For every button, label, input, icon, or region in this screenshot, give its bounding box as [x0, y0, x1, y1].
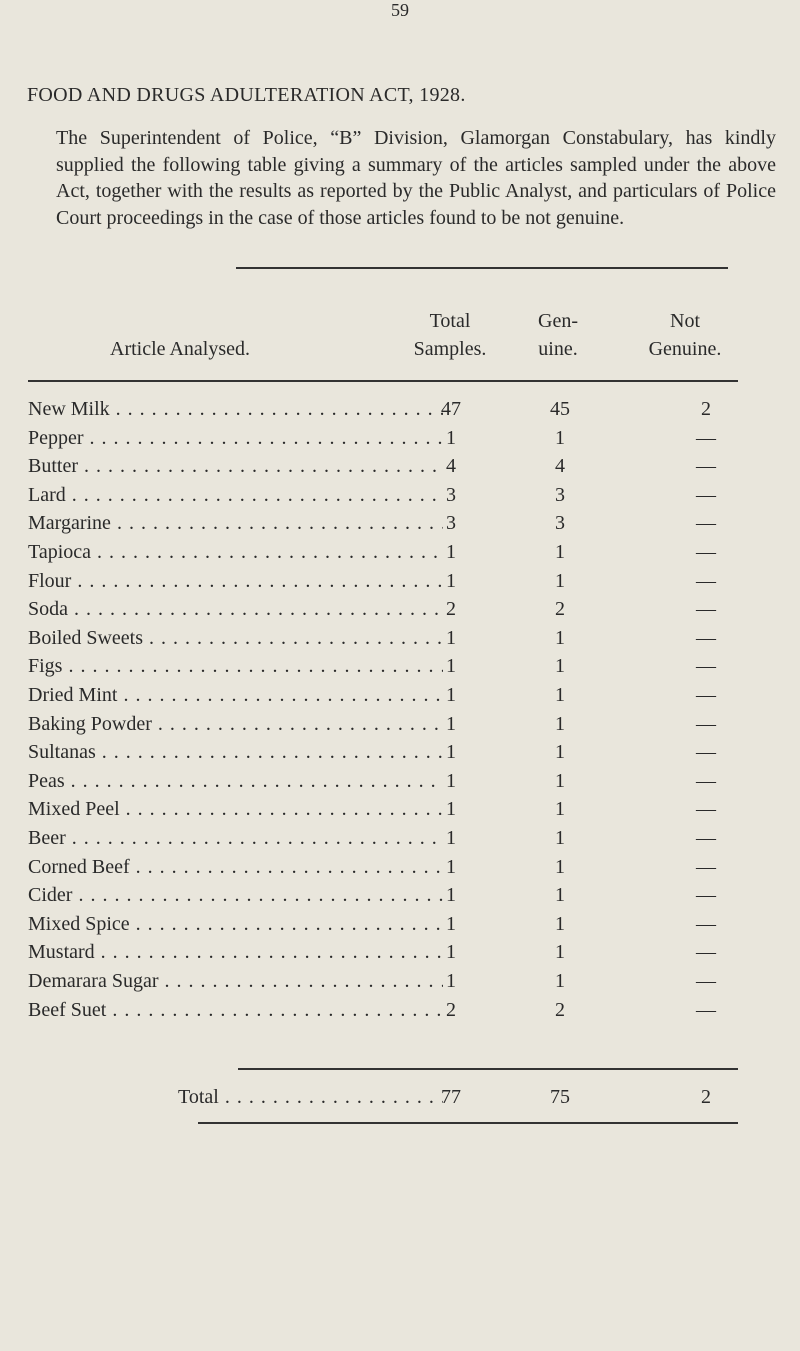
table-row — [28, 884, 768, 912]
not-genuine-count: — — [696, 912, 716, 935]
article-name: Butter . . . — [28, 455, 443, 478]
genuine-count: 1 — [555, 655, 565, 678]
article-name: Boiled Sweets . . . — [28, 627, 443, 650]
table-row — [28, 398, 768, 426]
article-name: Lard . . . — [28, 484, 443, 507]
table-row — [28, 856, 768, 884]
genuine-count: 1 — [555, 426, 565, 449]
total-samples: 3 — [446, 512, 456, 535]
total-samples: 1 — [446, 884, 456, 907]
total-samples: 1 — [446, 769, 456, 792]
table-row — [28, 427, 768, 455]
article-name: Baking Powder . . . — [28, 713, 443, 736]
table-row — [28, 627, 768, 655]
not-genuine-count: 2 — [701, 398, 711, 420]
table-row — [28, 684, 768, 712]
table-row — [28, 713, 768, 741]
total-top-rule — [238, 1068, 738, 1070]
genuine-count: 4 — [555, 455, 565, 478]
genuine-count: 1 — [555, 970, 565, 992]
total-samples: 4 — [446, 455, 456, 478]
not-genuine-count: — — [696, 569, 716, 592]
not-genuine-count: — — [696, 941, 716, 964]
article-name: Demarara Sugar . . . — [28, 970, 443, 993]
article-name: Dried Mint . . . — [28, 684, 443, 707]
not-genuine-count: — — [696, 483, 716, 506]
table-top-rule — [236, 267, 728, 269]
document-title: FOOD AND DRUGS ADULTERATION ACT, 1928. — [27, 84, 466, 106]
genuine-count: 1 — [555, 912, 565, 935]
total-samples: 1 — [446, 798, 456, 821]
not-genuine-count: — — [696, 798, 716, 821]
total-samples: 1 — [446, 684, 456, 706]
total-samples: 1 — [446, 912, 456, 935]
not-genuine-count: — — [696, 998, 716, 1021]
total-samples: 1 — [446, 941, 456, 964]
genuine-count: 1 — [555, 741, 565, 764]
table-row — [28, 570, 768, 598]
article-name: Corned Beef . . . — [28, 856, 443, 879]
not-genuine-count: — — [696, 855, 716, 878]
table-row — [28, 970, 768, 998]
table-row — [28, 598, 768, 626]
total-samples: 1 — [446, 741, 456, 764]
total-genuine: 75 — [550, 1086, 570, 1108]
table-row — [28, 484, 768, 512]
not-genuine-count: — — [696, 655, 716, 678]
not-genuine-count: — — [696, 512, 716, 535]
not-genuine-count: — — [696, 769, 716, 792]
total-samples: 3 — [446, 483, 456, 506]
header-not-genuine-1: Not — [670, 310, 700, 332]
total-samples: 1 — [446, 626, 456, 649]
genuine-count: 1 — [555, 684, 565, 706]
article-name: Peas . . . — [28, 770, 443, 793]
total-samples: 47 — [441, 398, 461, 420]
header-total-2: Samples. — [413, 338, 487, 360]
total-samples: 77 — [441, 1086, 461, 1108]
table-row — [28, 798, 768, 826]
total-row — [28, 1086, 768, 1114]
article-name: Beer . . . — [28, 827, 443, 850]
article-name: Mixed Spice . . . — [28, 913, 443, 936]
article-name: New Milk . . . — [28, 398, 443, 421]
article-name: Soda . . . — [28, 598, 443, 621]
genuine-count: 3 — [555, 512, 565, 535]
genuine-count: 3 — [555, 483, 565, 506]
article-name: Figs . . . — [28, 655, 443, 678]
page-number: 59 — [391, 0, 409, 20]
article-name: Margarine . . . — [28, 512, 443, 535]
genuine-count: 1 — [555, 626, 565, 649]
total-samples: 1 — [446, 655, 456, 678]
table-row — [28, 913, 768, 941]
table-row — [28, 827, 768, 855]
genuine-count: 45 — [550, 398, 570, 420]
table-row — [28, 770, 768, 798]
table-row — [28, 512, 768, 540]
total-label: Total . . . — [178, 1086, 443, 1109]
total-samples: 1 — [446, 855, 456, 878]
table-row — [28, 941, 768, 969]
article-name: Pepper . . . — [28, 427, 443, 450]
header-bottom-rule — [28, 380, 738, 382]
header-genuine-2: uine. — [538, 338, 578, 360]
not-genuine-count: — — [696, 541, 716, 563]
article-name: Flour . . . — [28, 570, 443, 593]
total-samples: 2 — [446, 598, 456, 621]
intro-paragraph — [56, 125, 776, 231]
not-genuine-count: — — [696, 970, 716, 992]
article-name: Tapioca . . . — [28, 541, 443, 564]
not-genuine-count: — — [696, 626, 716, 649]
intro-text: The Superintendent of Police, “B” Division, Glamorgan Constabulary, has kindly supplied the following table giving a summary of the articles sampled under the above Act, together with the results as reported by the Public Analyst, and particulars of Police Court proceedings in the case of those articles found to be not genuine. — [56, 127, 776, 229]
not-genuine-count: — — [696, 827, 716, 849]
article-name: Cider . . . — [28, 884, 443, 907]
total-samples: 1 — [446, 426, 456, 449]
total-samples: 1 — [446, 970, 456, 992]
table-row — [28, 541, 768, 569]
article-name: Mixed Peel . . . — [28, 798, 443, 821]
genuine-count: 2 — [555, 998, 565, 1021]
genuine-count: 1 — [555, 541, 565, 563]
article-name: Beef Suet . . . — [28, 999, 443, 1022]
total-samples: 1 — [446, 827, 456, 849]
header-genuine-1: Gen- — [538, 310, 578, 332]
article-name: Sultanas . . . — [28, 741, 443, 764]
genuine-count: 1 — [555, 712, 565, 735]
genuine-count: 1 — [555, 884, 565, 907]
not-genuine-count: — — [696, 884, 716, 907]
not-genuine-count: — — [696, 455, 716, 478]
not-genuine-count: — — [696, 741, 716, 764]
header-article: Article Analysed. — [110, 338, 250, 360]
table-row — [28, 455, 768, 483]
total-samples: 1 — [446, 569, 456, 592]
table-bottom-rule — [198, 1122, 738, 1124]
genuine-count: 1 — [555, 798, 565, 821]
article-name: Mustard . . . — [28, 941, 443, 964]
genuine-count: 2 — [555, 598, 565, 621]
total-samples: 1 — [446, 541, 456, 563]
total-samples: 2 — [446, 998, 456, 1021]
total-not-genuine: 2 — [701, 1086, 711, 1108]
table-row — [28, 655, 768, 683]
table-row — [28, 999, 768, 1027]
genuine-count: 1 — [555, 855, 565, 878]
genuine-count: 1 — [555, 941, 565, 964]
genuine-count: 1 — [555, 569, 565, 592]
genuine-count: 1 — [555, 769, 565, 792]
not-genuine-count: — — [696, 712, 716, 735]
total-samples: 1 — [446, 712, 456, 735]
not-genuine-count: — — [696, 598, 716, 621]
table-row — [28, 741, 768, 769]
not-genuine-count: — — [696, 684, 716, 706]
genuine-count: 1 — [555, 827, 565, 849]
header-total-1: Total — [429, 310, 471, 332]
not-genuine-count: — — [696, 426, 716, 449]
header-not-genuine-2: Genuine. — [648, 338, 722, 360]
